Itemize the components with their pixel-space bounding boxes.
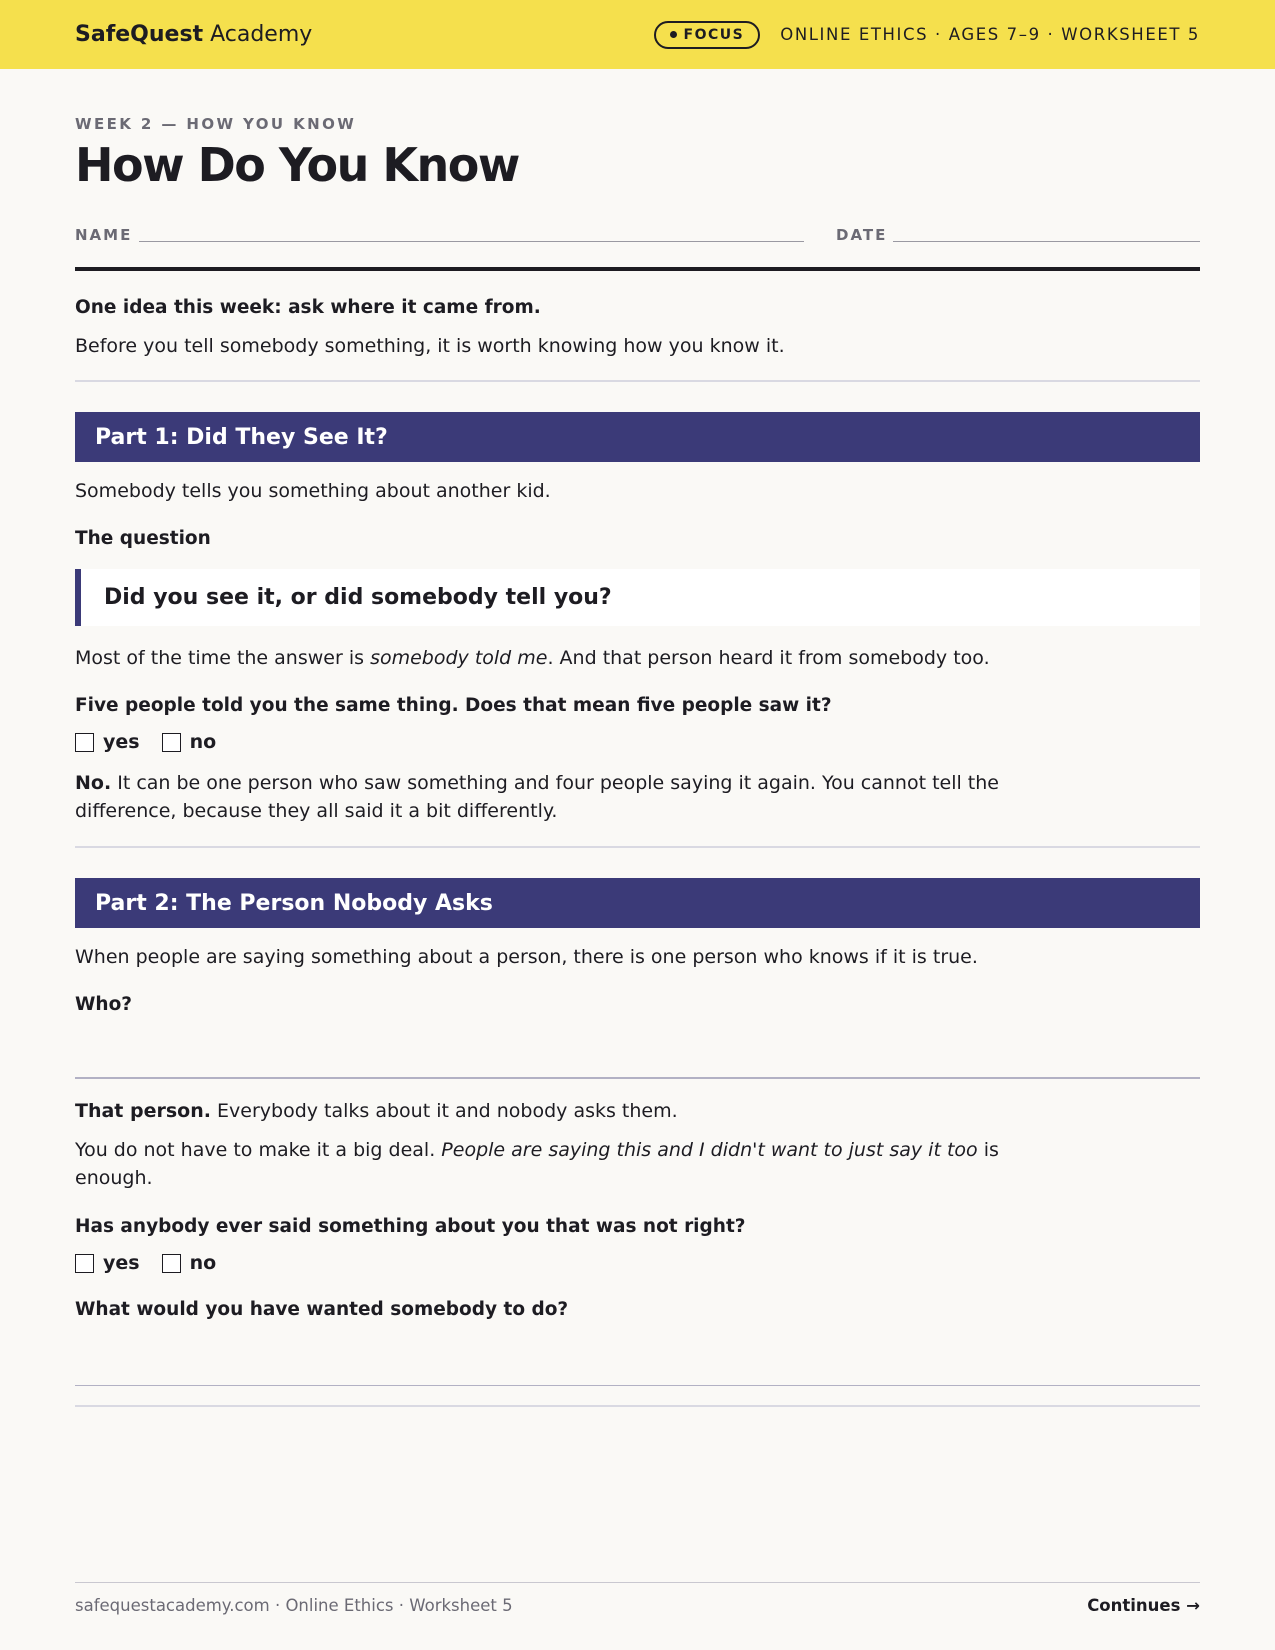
part2-question-who: Who? xyxy=(75,994,133,1015)
option-yes[interactable] xyxy=(75,1252,140,1274)
part2-tip-line2: enough. xyxy=(75,1167,153,1189)
date-label: DATE xyxy=(836,226,888,244)
part2-answer-bold: That person. xyxy=(75,1100,211,1122)
focus-badge-label: FOCUS xyxy=(683,26,745,43)
footer-source: safequestacademy.com · Online Ethics · Worksheet 5 xyxy=(75,1596,513,1615)
part2-tip-text: You do not have to make it a big deal. xyxy=(75,1139,442,1161)
part1-callout xyxy=(75,569,1200,626)
intro-text: Before you tell somebody something, it is worth knowing how you know it. xyxy=(75,335,785,357)
name-label: NAME xyxy=(75,226,133,244)
divider-heavy xyxy=(75,267,1200,271)
part1-body-emphasis: somebody told me xyxy=(370,647,548,669)
answer-line-wanted[interactable] xyxy=(75,1385,1200,1386)
divider xyxy=(75,846,1200,848)
part2-answer xyxy=(75,1097,678,1125)
top-bar xyxy=(0,0,1275,69)
continues-label: Continues → xyxy=(1087,1596,1200,1615)
part2-question-2: Has anybody ever said something about you that was not right? xyxy=(75,1216,746,1237)
option-yes[interactable] xyxy=(75,731,140,753)
part1-banner: Part 1: Did They See It? xyxy=(75,412,1200,462)
option-no[interactable] xyxy=(162,1252,217,1274)
part2-banner: Part 2: The Person Nobody Asks xyxy=(75,878,1200,928)
brand-name-rest: Academy xyxy=(210,22,313,47)
dot-icon xyxy=(670,31,677,38)
option-no-label: no xyxy=(189,731,217,753)
worksheet-meta: ONLINE ETHICS · AGES 7–9 · WORKSHEET 5 xyxy=(780,25,1200,44)
part1-answer xyxy=(75,769,999,825)
part1-body-text: Most of the time the answer is xyxy=(75,647,371,669)
part2-options xyxy=(75,1252,216,1274)
divider xyxy=(75,380,1200,382)
part1-answer-bold: No. xyxy=(75,772,112,794)
part2-answer-text: Everybody talks about it and nobody asks them. xyxy=(210,1100,678,1122)
brand-name-bold: SafeQuest xyxy=(75,22,204,47)
answer-line-who[interactable] xyxy=(75,1077,1200,1079)
part1-answer-line2: difference, because they all said it a bit differently. xyxy=(75,800,558,822)
option-yes-label: yes xyxy=(103,1252,140,1274)
part2-tip xyxy=(75,1136,999,1192)
footer-divider xyxy=(75,1582,1200,1583)
part1-body xyxy=(75,644,990,672)
part2-question-3: What would you have wanted somebody to do? xyxy=(75,1299,569,1320)
focus-badge xyxy=(654,21,761,49)
part2-tip-text-end: is xyxy=(977,1139,999,1161)
page-title: How Do You Know xyxy=(75,138,519,192)
option-yes-label: yes xyxy=(103,731,140,753)
date-field[interactable] xyxy=(893,241,1200,242)
part1-lead: Somebody tells you something about another kid. xyxy=(75,480,551,502)
name-field[interactable] xyxy=(139,241,804,242)
checkbox-no[interactable] xyxy=(162,1254,181,1273)
part1-question: Five people told you the same thing. Does that mean five people saw it? xyxy=(75,695,832,716)
checkbox-yes[interactable] xyxy=(75,1254,94,1273)
intro-heading: One idea this week: ask where it came from. xyxy=(75,297,541,318)
checkbox-no[interactable] xyxy=(162,733,181,752)
divider xyxy=(75,1405,1200,1407)
name-date-row xyxy=(75,226,1200,246)
part1-options xyxy=(75,731,216,753)
callout-text: Did you see it, or did somebody tell you? xyxy=(104,585,612,610)
eyebrow: WEEK 2 — HOW YOU KNOW xyxy=(75,115,357,133)
checkbox-yes[interactable] xyxy=(75,733,94,752)
part1-question-label: The question xyxy=(75,528,211,549)
option-no-label: no xyxy=(189,1252,217,1274)
part2-lead: When people are saying something about a person, there is one person who knows if it is true. xyxy=(75,946,978,968)
option-no[interactable] xyxy=(162,731,217,753)
part2-tip-emphasis: People are saying this and I didn't want to just say it too xyxy=(441,1139,978,1161)
part1-answer-line1: It can be one person who saw something and four people saying it again. You cannot tell the xyxy=(111,772,999,794)
brand-logo xyxy=(75,22,312,47)
part1-body-text-end: . And that person heard it from somebody too. xyxy=(547,647,990,669)
